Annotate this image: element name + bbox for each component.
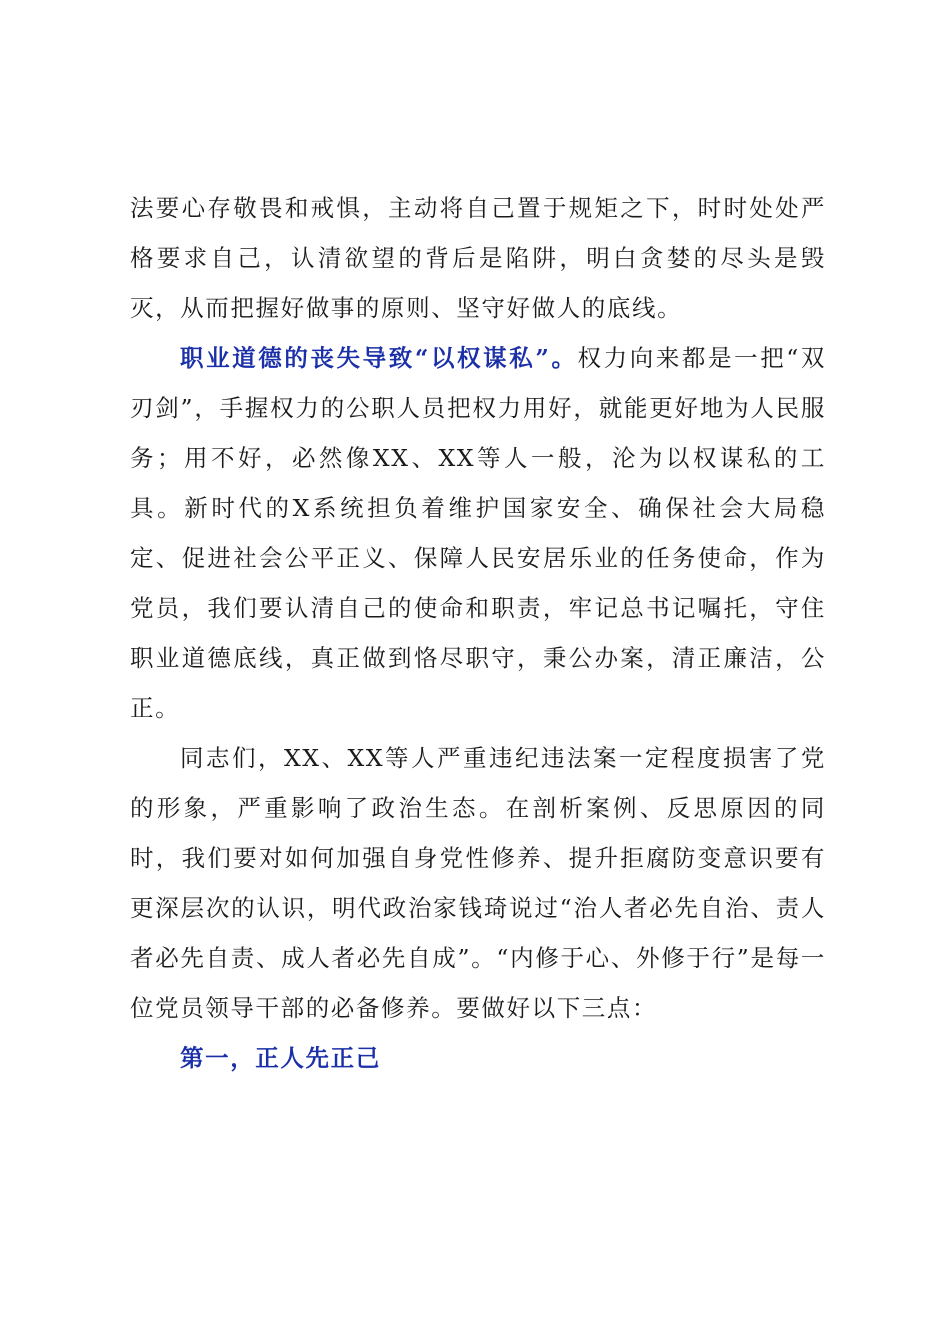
section-heading-first-point: 第一，正人先正己 [180, 1044, 381, 1072]
paragraph-discipline-continuation: 法要心存敬畏和戒惧，主动将自己置于规矩之下，时时处处严格要求自己，认清欲望的背后是陷阱，明白贪婪的尽头是毁灭，从而把握好做事的原则、坚守好做人的底线。 [130, 194, 826, 322]
paragraph-comrades-address: 同志们，XX、XX等人严重违纪违法案一定程度损害了党的形象，严重影响了政治生态。在剖析案例、反思原因的同时，我们要对如何加强自身党性修养、提升拒腐防变意识要有更深层次的认识，明代政治家钱琦说过“治人者必先自治、责人者必先自责、成人者必先自成”。“内修于心、外修于行”是每一位党员领导干部的必备修养。要做好以下三点： [130, 744, 826, 1022]
section-heading-professional-ethics: 职业道德的丧失导致“以权谋私”。 [180, 344, 578, 372]
document-body [130, 183, 826, 1083]
paragraph-professional-ethics-body: 权力向来都是一把“双刃剑”，手握权力的公职人员把权力用好，就能更好地为人民服务；用不好，必然像XX、XX等人一般，沦为以权谋私的工具。新时代的X系统担负着维护国家安全、确保社会大局稳定、促进社会公平正义、保障人民安居乐业的任务使命，作为党员，我们要认清自己的使命和职责，牢记总书记嘱托，守住职业道德底线，真正做到恪尽职守，秉公办案，清正廉洁，公正。 [130, 344, 827, 722]
paragraph-first-point [130, 1033, 826, 1083]
paragraph-professional-ethics [130, 333, 826, 733]
